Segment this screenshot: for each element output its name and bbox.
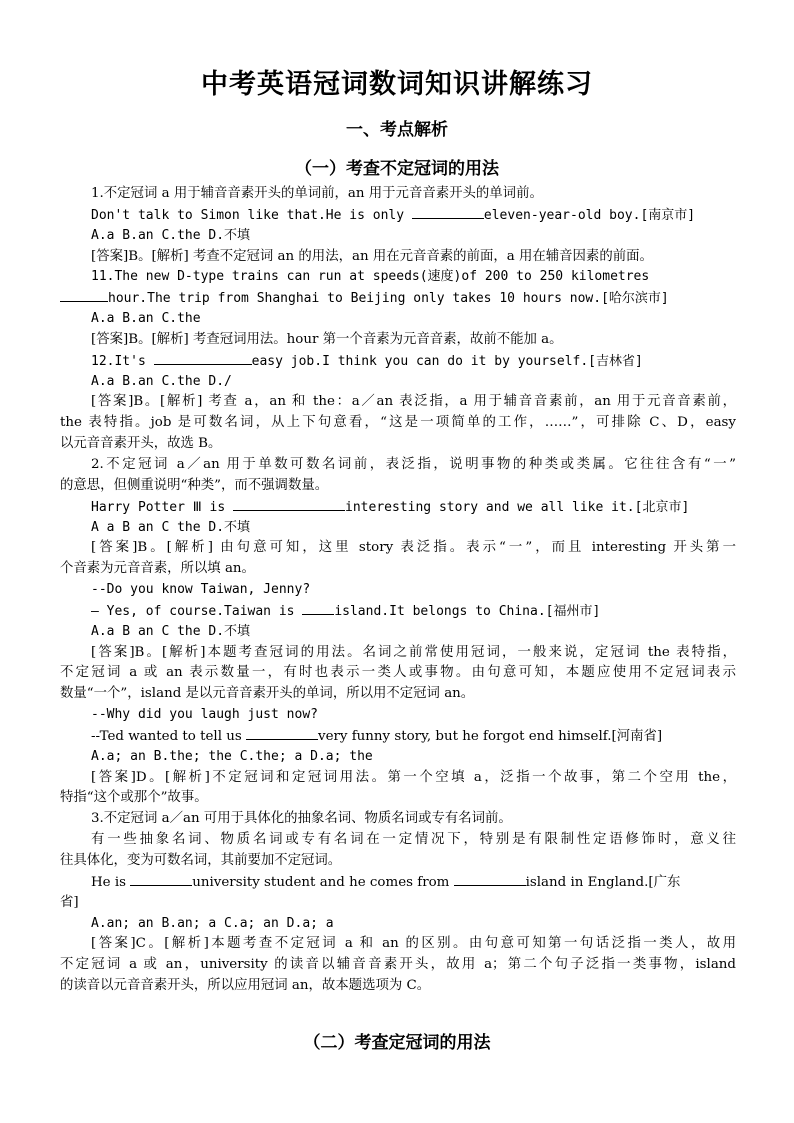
question-text: very funny story, but he forgot end himself.[河南省] bbox=[318, 728, 663, 744]
question-text: Don't talk to Simon like that.He is only bbox=[91, 207, 412, 223]
answer-line: 以元音音素开头，故选 B。 bbox=[60, 436, 222, 452]
answer-line: [答案]C。[解析]本题考查不定冠词 a 和 an 的区别。由句意可知第一句话泛指一类人，故用 bbox=[91, 936, 736, 952]
answer-blank bbox=[302, 601, 334, 615]
question-text: — Yes, of course.Taiwan is bbox=[91, 603, 303, 619]
question-text: university student and he comes from bbox=[192, 874, 454, 890]
options-line: A.a B.an C.the D./ bbox=[91, 373, 232, 389]
question-line: 11.The new D-type trains can run at speeds(速度)of 200 to 250 kilometres bbox=[91, 269, 650, 285]
text-line: 有一些抽象名词、物质名词或专有名词在一定情况下，特别是有限制性定语修饰时，意义往 bbox=[91, 832, 736, 848]
dialog-line: --Do you know Taiwan, Jenny? bbox=[91, 582, 311, 598]
question-text: island in England.[广东 bbox=[525, 874, 681, 890]
answer-blank bbox=[412, 205, 484, 219]
answer-line: [答案]B。[解析] 考查 a，an 和 the：a／an 表泛指，a 用于辅音音素前，an 用于元音音素前， bbox=[91, 394, 736, 410]
options-line: A.a B an C the D.不填 bbox=[91, 623, 251, 639]
text-line: 3.不定冠词 a／an 可用于具体化的抽象名词、物质名词或专有名词前。 bbox=[91, 811, 512, 827]
answer-blank bbox=[130, 872, 192, 886]
answer-line: 数量“一个”，island 是以元音音素开头的单词，所以用不定冠词 an。 bbox=[60, 686, 475, 702]
text-line: 往具体化，变为可数名词，其前要加不定冠词。 bbox=[60, 853, 342, 868]
question-text: hour.The trip from Shanghai to Beijing only takes 10 hours now.[哈尔滨市] bbox=[108, 291, 669, 307]
question-line bbox=[60, 497, 736, 518]
answer-blank bbox=[233, 497, 345, 511]
answer-line: the 表特指。job 是可数名词，从上下句意看，“这是一项简单的工作，……”，可排除 C、D，easy bbox=[60, 415, 736, 431]
text-line: 1.不定冠词 a 用于辅音音素开头的单词前，an 用于元音音素开头的单词前。 bbox=[91, 186, 543, 201]
document-title: 中考英语冠词数词知识讲解练习 bbox=[201, 69, 593, 100]
question-text: 12.It's bbox=[91, 353, 154, 369]
dialog-line: --Why did you laugh just now? bbox=[91, 707, 318, 723]
answer-line: 不定冠词 a 或 an 表示数量一，有时也表示一类人或事物。由句意可知，本题应使用不定冠词表示 bbox=[60, 665, 736, 681]
answer-blank bbox=[246, 726, 318, 740]
answer-line: 个音素为元音音素，所以填 an。 bbox=[60, 561, 255, 577]
question-text: Harry Potter Ⅲ is bbox=[91, 499, 234, 515]
question-text: --Ted wanted to tell us bbox=[91, 728, 246, 744]
options-line: A.an; an B.an; a C.a; an D.a; a bbox=[91, 915, 334, 931]
options-line: A a B an C the D.不填 bbox=[91, 519, 251, 535]
options-line: A.a B.an C.the D.不填 bbox=[91, 227, 251, 243]
options-line: A.a; an B.the; the C.the; a D.a; the bbox=[91, 748, 373, 764]
subsection-heading-1: （一）考查不定冠词的用法 bbox=[295, 159, 499, 179]
question-line bbox=[60, 872, 736, 893]
answer-blank bbox=[154, 351, 252, 365]
answer-line: [答案]D。[解析]不定冠词和定冠词用法。第一个空填 a，泛指一个故事，第二个空用 the， bbox=[91, 769, 736, 785]
question-text: island.It belongs to China.[福州市] bbox=[334, 603, 601, 619]
answer-line: 特指“这个或那个”故事。 bbox=[60, 790, 208, 806]
question-line: 省] bbox=[60, 894, 79, 910]
dialog-line bbox=[60, 601, 736, 622]
dialog-line bbox=[60, 726, 736, 747]
answer-line: [答案]B。[解析] 考查冠词用法。hour 第一个音素为元音音素，故前不能加 a。 bbox=[91, 331, 563, 347]
question-line bbox=[60, 351, 736, 372]
answer-line: [答案]B。[解析] 考查不定冠词 an 的用法，an 用在元音音素的前面，a 用在辅音因素的前面。 bbox=[91, 248, 653, 264]
text-line: 的意思，但侧重说明“种类”，而不强调数量。 bbox=[60, 477, 329, 493]
answer-line: [答案]B。[解析]本题考查冠词的用法。名词之前常使用冠词，一般来说，定冠词 the 表特指， bbox=[91, 644, 736, 660]
answer-line: 不定冠词 a 或 an，university 的读音以辅音音素开头，故用 a；第二个句子泛指一类事物，island bbox=[60, 957, 736, 973]
answer-blank bbox=[454, 872, 526, 886]
question-line bbox=[60, 288, 736, 309]
question-text: He is bbox=[91, 874, 131, 890]
question-line bbox=[60, 205, 736, 226]
question-text: eleven-year-old boy.[南京市] bbox=[483, 207, 696, 223]
options-line: A.a B.an C.the bbox=[91, 311, 201, 327]
answer-blank bbox=[60, 288, 108, 302]
question-text: easy job.I think you can do it by yourself.[吉林省] bbox=[251, 353, 643, 369]
text-line: 2.不定冠词 a／an 用于单数可数名词前，表泛指，说明事物的种类或类属。它往往含有“一” bbox=[91, 456, 736, 472]
section-heading: 一、考点解析 bbox=[346, 120, 448, 140]
subsection-heading-2: （二）考查定冠词的用法 bbox=[303, 1033, 491, 1053]
answer-line: [答案]B。[解析] 由句意可知，这里 story 表泛指。表示“一”，而且 interesting 开头第一 bbox=[91, 540, 736, 556]
document-body bbox=[60, 184, 736, 997]
answer-line: 的读音以元音音素开头，所以应用冠词 an，故本题选项为 C。 bbox=[60, 978, 431, 994]
question-text: interesting story and we all like it.[北京市] bbox=[345, 499, 690, 515]
